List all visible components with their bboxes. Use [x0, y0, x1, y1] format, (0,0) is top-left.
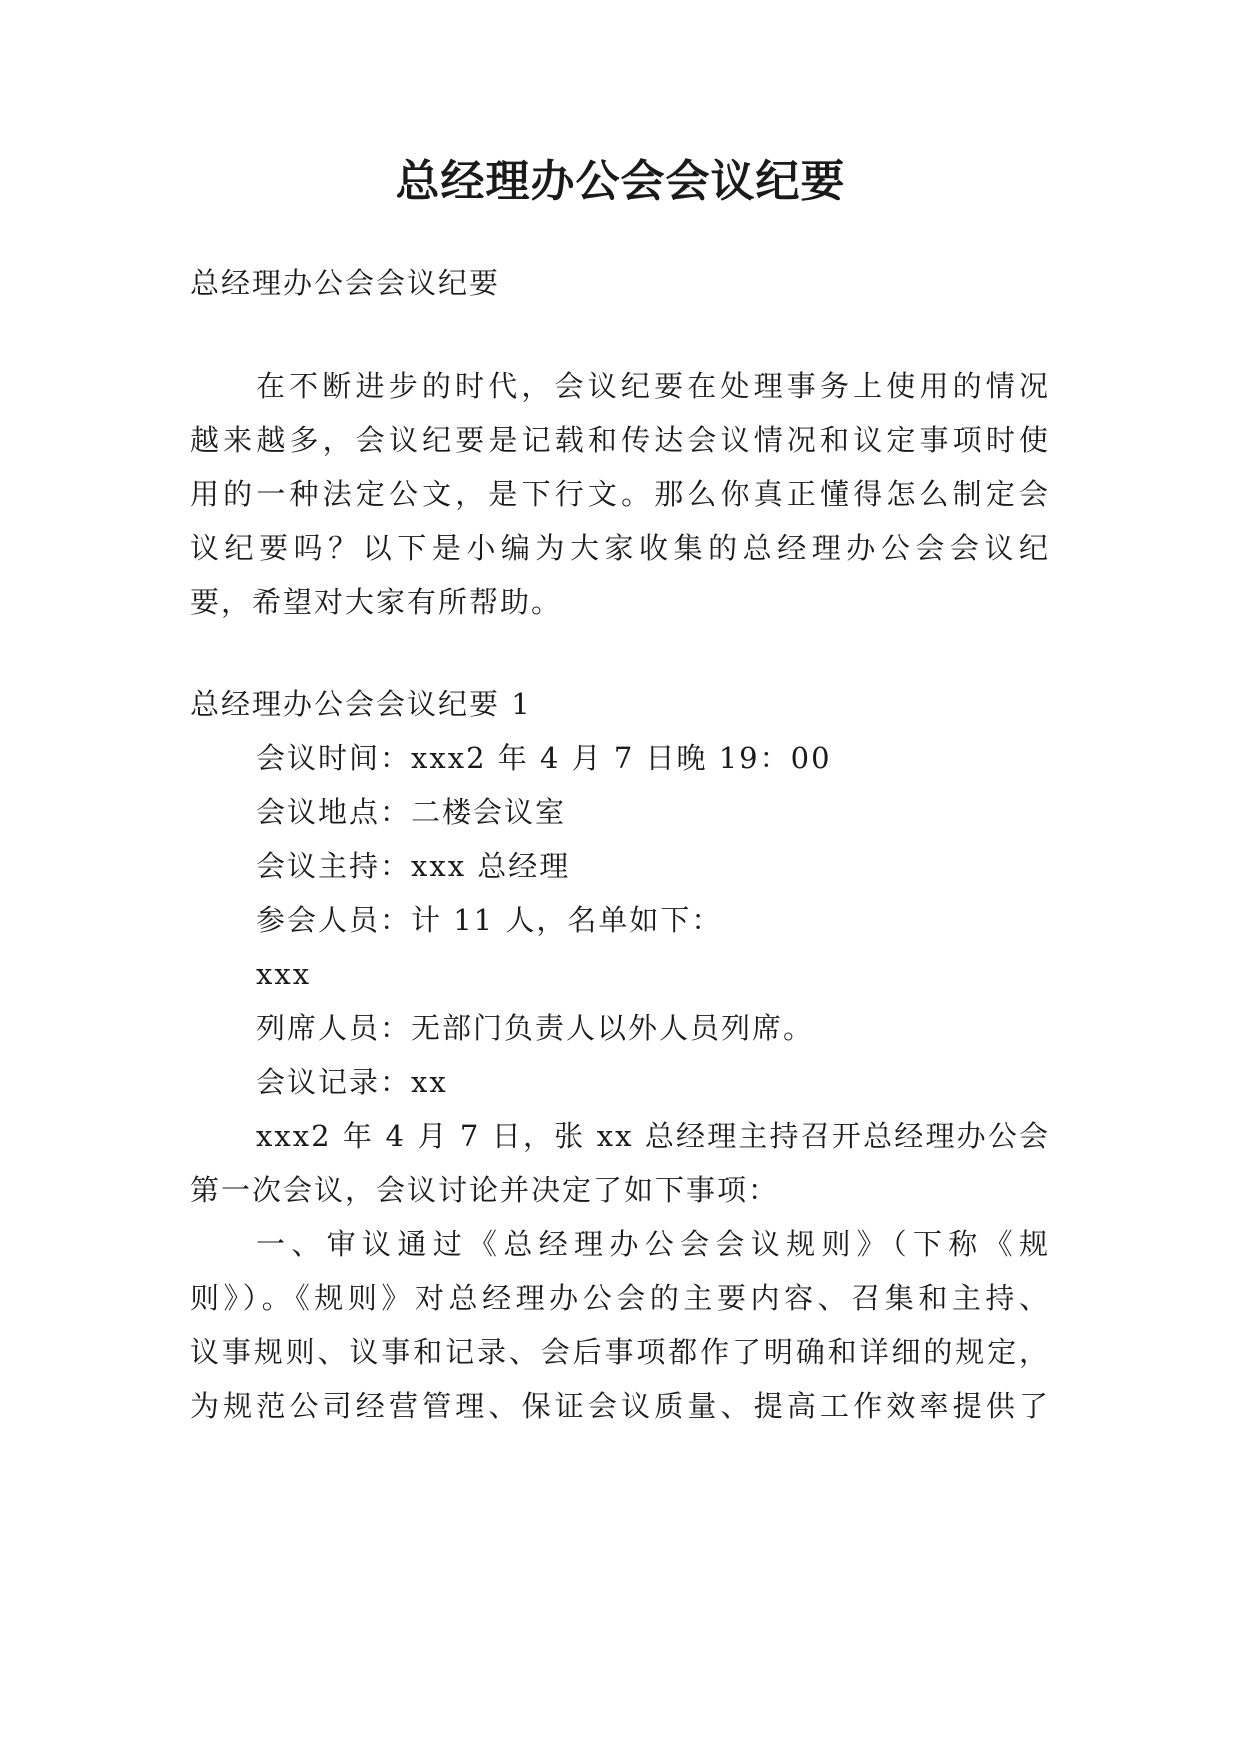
meeting-names: xxx: [256, 957, 312, 991]
body-line: 为规范公司经营管理、保证会议质量、提高工作效率提供了: [190, 1389, 1050, 1423]
intro-line: 在不断进步的时代，会议纪要在处理事务上使用的情况: [256, 369, 1050, 403]
meeting-time: 会议时间：xxx2 年 4 月 7 日晚 19：00: [256, 741, 832, 775]
body-line: 议事规则、议事和记录、会后事项都作了明确和详细的规定，: [190, 1335, 1050, 1369]
section-heading: 总经理办公会会议纪要 1: [190, 687, 532, 721]
meeting-recorder: 会议记录：xx: [256, 1065, 448, 1099]
body-line: 则》）。《规则》对总经理办公会的主要内容、召集和主持、: [190, 1281, 1050, 1315]
document-title: 总经理办公会会议纪要: [395, 156, 846, 207]
intro-line: 越来越多，会议纪要是记载和传达会议情况和议定事项时使: [190, 423, 1050, 457]
meeting-host: 会议主持：xxx 总经理: [256, 849, 571, 883]
intro-line: 议纪要吗？以下是小编为大家收集的总经理办公会会议纪: [190, 531, 1050, 565]
body-line: 一、审议通过《总经理办公会会议规则》（下称《规: [256, 1227, 1050, 1261]
intro-line: 要，希望对大家有所帮助。: [190, 585, 563, 619]
body-line: 第一次会议，会议讨论并决定了如下事项：: [190, 1173, 780, 1207]
meeting-observers: 列席人员：无部门负责人以外人员列席。: [256, 1011, 815, 1045]
document-subtitle: 总经理办公会会议纪要: [190, 266, 501, 300]
intro-line: 用的一种法定公文，是下行文。那么你真正懂得怎么制定会: [190, 477, 1050, 511]
meeting-attendees: 参会人员：计 11 人，名单如下：: [256, 903, 723, 937]
meeting-place: 会议地点：二楼会议室: [256, 795, 567, 829]
body-line: xxx2 年 4 月 7 日，张 xx 总经理主持召开总经理办公会: [256, 1119, 1050, 1153]
